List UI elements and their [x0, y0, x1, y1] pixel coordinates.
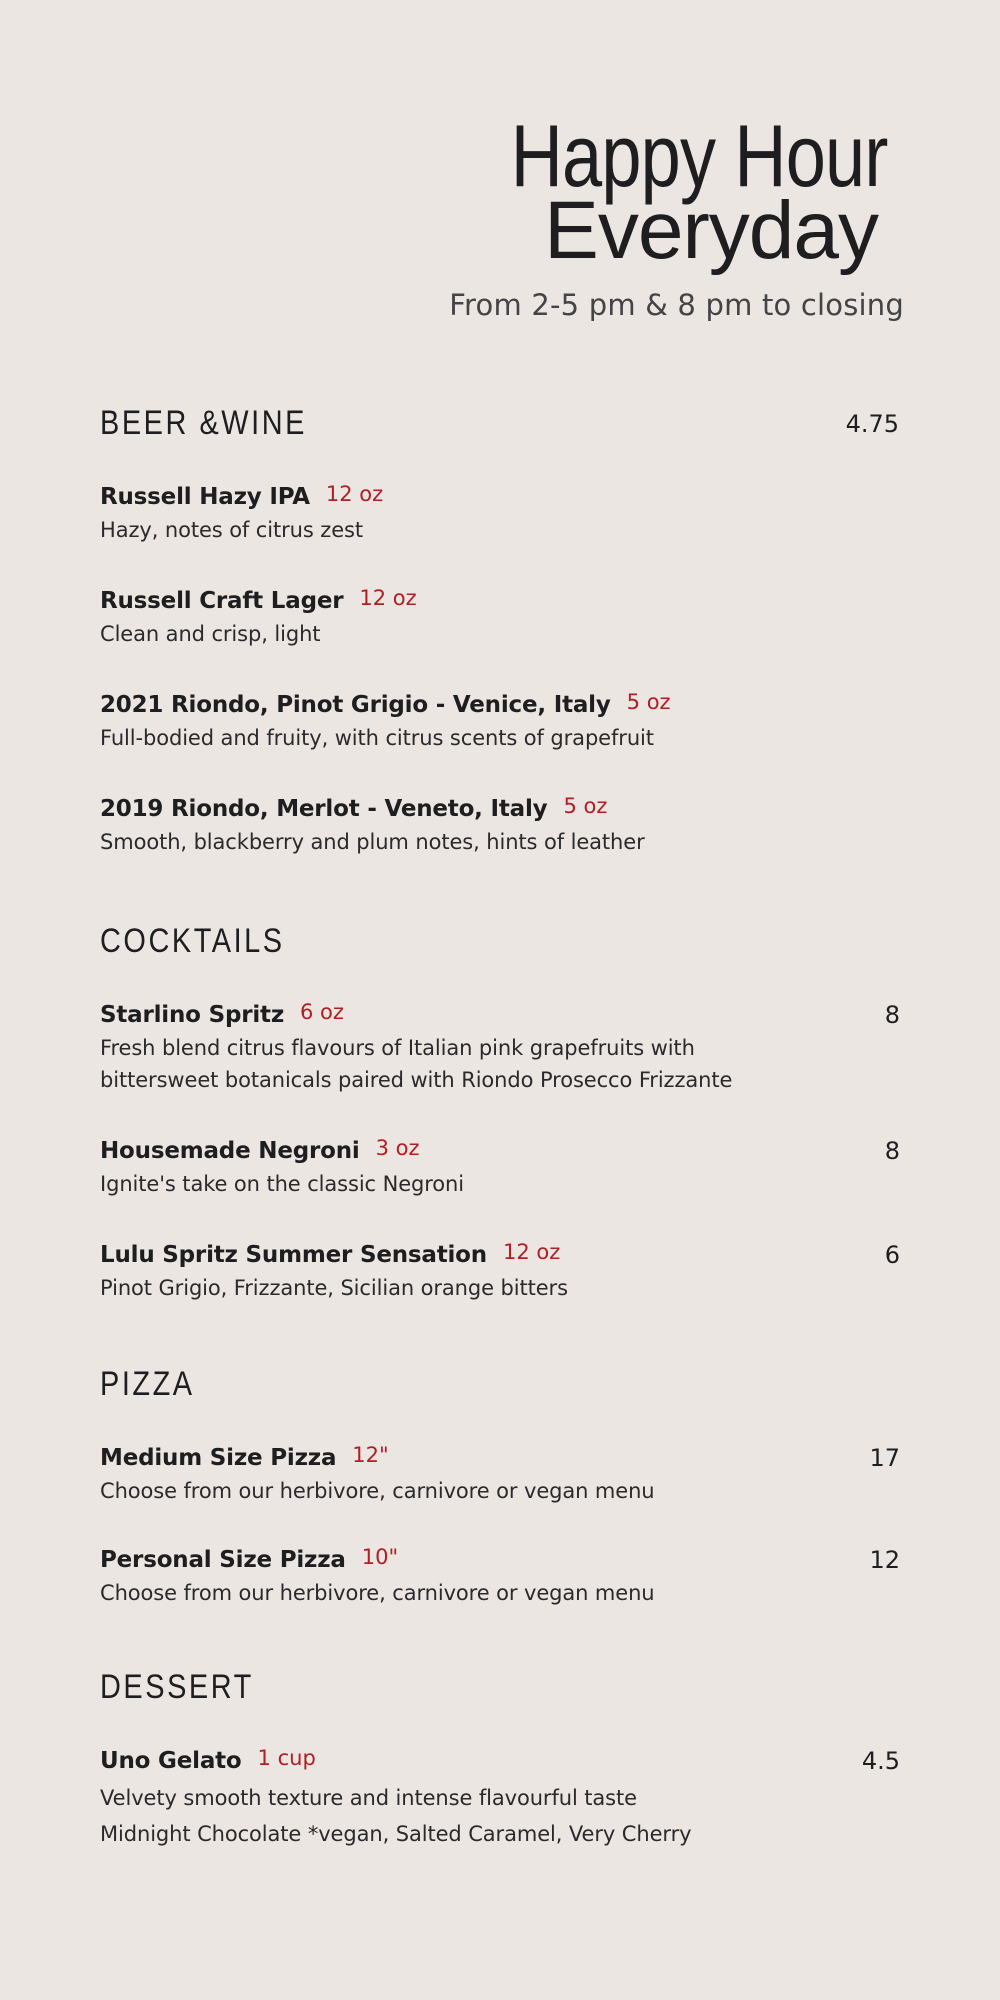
section-heading: PIZZA	[100, 1365, 195, 1403]
item-name: Russell Hazy IPA	[100, 484, 310, 510]
item-size: 12"	[352, 1443, 389, 1467]
menu-item	[100, 1238, 900, 1304]
section-heading: DESSERT	[100, 1668, 254, 1706]
item-description: Clean and crisp, light	[100, 622, 321, 646]
item-name: Medium Size Pizza	[100, 1445, 337, 1471]
section-dessert	[100, 1668, 900, 1850]
item-name: 2019 Riondo, Merlot - Veneto, Italy	[100, 796, 548, 822]
item-size: 12 oz	[359, 586, 417, 610]
title-line-1: Happy Hour	[511, 106, 888, 205]
item-name: Housemade Negroni	[100, 1138, 360, 1164]
item-description: Ignite's take on the classic Negroni	[100, 1172, 465, 1196]
item-description: bittersweet botanicals paired with Riondo Prosecco Frizzante	[100, 1068, 733, 1092]
item-description: Pinot Grigio, Frizzante, Sicilian orange bitters	[100, 1276, 568, 1300]
menu-item	[100, 584, 900, 650]
item-description: Fresh blend citrus flavours of Italian pink grapefruits with	[100, 1036, 695, 1060]
item-name: Uno Gelato	[100, 1748, 242, 1774]
item-name: 2021 Riondo, Pinot Grigio - Venice, Italy	[100, 692, 611, 718]
item-size: 3 oz	[375, 1136, 420, 1160]
menu-item	[100, 688, 900, 754]
item-description: Choose from our herbivore, carnivore or vegan menu	[100, 1479, 655, 1503]
menu-header	[428, 106, 904, 322]
menu-item	[100, 1134, 900, 1200]
item-size: 12 oz	[502, 1240, 561, 1264]
item-description: Choose from our herbivore, carnivore or vegan menu	[100, 1581, 655, 1605]
item-size: 12 oz	[325, 482, 384, 506]
item-price: 17	[869, 1444, 900, 1472]
item-description: Full-bodied and fruity, with citrus scents of grapefruit	[100, 726, 654, 750]
title-line-2: Everyday	[544, 185, 878, 276]
section-price: 4.75	[845, 410, 899, 438]
section-heading: COCKTAILS	[100, 922, 285, 960]
item-description: Velvety smooth texture and intense flavourful taste	[100, 1786, 637, 1810]
item-size: 1 cup	[257, 1746, 316, 1770]
item-price: 8	[884, 1137, 900, 1165]
item-price: 6	[884, 1241, 900, 1269]
item-description: Hazy, notes of citrus zest	[100, 518, 363, 542]
item-size: 10"	[361, 1545, 399, 1569]
section-heading: BEER &WINE	[100, 404, 307, 442]
section-cocktails	[100, 922, 900, 1304]
menu-item	[100, 792, 900, 858]
item-name: Lulu Spritz Summer Sensation	[100, 1242, 487, 1268]
item-name: Starlino Spritz	[100, 1002, 285, 1028]
hours-subtitle: From 2-5 pm & 8 pm to closing	[449, 288, 904, 322]
menu-item	[100, 1543, 900, 1609]
menu-item	[100, 998, 900, 1096]
menu-item	[100, 1441, 900, 1507]
item-name: Russell Craft Lager	[100, 588, 344, 614]
section-pizza	[100, 1365, 900, 1609]
item-price: 8	[884, 1001, 900, 1029]
menu-item	[100, 1744, 900, 1850]
menu-item	[100, 480, 900, 546]
item-price: 12	[869, 1546, 900, 1574]
item-name: Personal Size Pizza	[100, 1547, 346, 1573]
item-size: 5 oz	[626, 690, 671, 714]
section-beer-wine	[100, 404, 900, 858]
item-description: Smooth, blackberry and plum notes, hints of leather	[100, 830, 645, 854]
item-description: Midnight Chocolate *vegan, Salted Caramel, Very Cherry	[100, 1822, 692, 1846]
item-price: 4.5	[861, 1747, 900, 1775]
item-size: 5 oz	[563, 794, 608, 818]
item-size: 6 oz	[300, 1000, 344, 1024]
